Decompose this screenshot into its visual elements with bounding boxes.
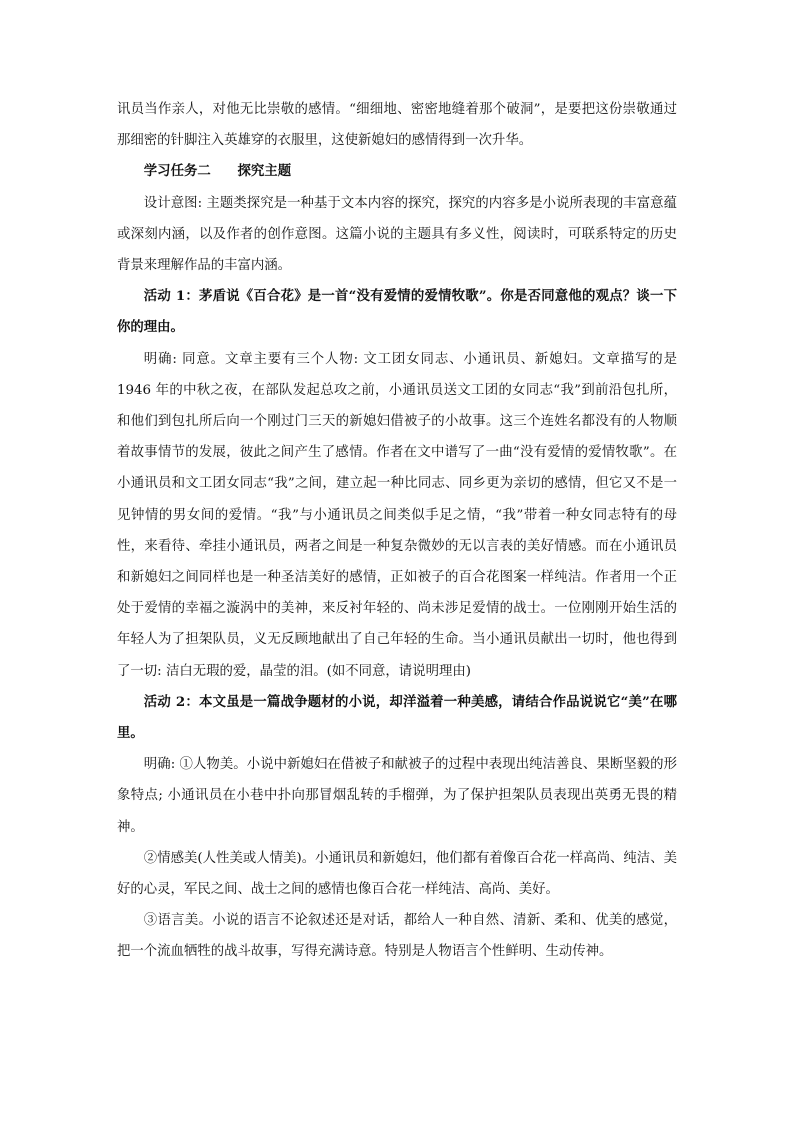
paragraph-design-intent: 设计意图: 主题类探究是一种基于文本内容的探究，探究的内容多是小说所表现的丰富意蕴或深刻内涵，以及作者的创作意图。这篇小说的主题具有多义性，阅读时，可联系特定的历史背景来理解作品的丰富内涵。	[117, 195, 677, 274]
activity-two-answer-emotion: ②情感美(人性美或人情美)。小通讯员和新媳妇，他们都有着像百合花一样高尚、纯洁、美好的心灵，军民之间、战士之间的感情也像百合花一样纯洁、高尚、美好。	[117, 850, 677, 898]
activity-one-question: 活动 1：茅盾说《百合花》是一首“没有爱情的爱情牧歌”。你是否同意他的观点？谈一下你的理由。	[117, 288, 677, 336]
section-heading-task-two: 学习任务二 探究主题	[143, 163, 292, 180]
activity-two-answer-character: 明确: ①人物美。小说中新媳妇在借被子和献被子的过程中表现出纯洁善良、果断坚毅的形象特点; 小通讯员在小巷中扑向那冒烟乱转的手榴弹，为了保护担架队员表现出英勇无畏的精神。	[117, 757, 677, 835]
paragraph-continuation: 讯员当作亲人，对他无比崇敬的感情。“细细地、密密地缝着那个破洞”，是要把这份崇敬通过那细密的针脚注入英雄穿的衣服里，这使新媳妇的感情得到一次升华。	[117, 102, 677, 149]
activity-one-answer: 明确: 同意。文章主要有三个人物: 文工团女同志、小通讯员、新媳妇。文章描写的是1946 年的中秋之夜，在部队发起总攻之前，小通讯员送文工团的女同志“我”到前沿包扎所，和他们到包扎所后向一个刚过门三天的新媳妇借被子的小故事。这三个连姓名都没有的人物顺着故事情节的发展，彼此之间产生了感情。作者在文中谱写了一曲“没有爱情的爱情牧歌”。在小通讯员和文工团女同志“我”之间，建立起一种比同志、同乡更为亲切的感情，但它又不是一见钟情的男女间的爱情。“我”与小通讯员之间类似手足之情，“我”带着一种女同志特有的母性，来看待、牵挂小通讯员，两者之间是一种复杂微妙的无以言表的美好情感。而在小通讯员和新媳妇之间同样也是一种圣洁美好的感情，正如被子的百合花图案一样纯洁。作者用一个正处于爱情的幸福之漩涡中的美神，来反衬年轻的、尚未涉足爱情的战士。一位刚刚开始生活的年轻人为了担架队员，义无反顾地献出了自己年轻的生命。当小通讯员献出一切时，他也得到了一切: 洁白无瑕的爱，晶莹的泪。(如不同意，请说明理由)	[117, 351, 677, 679]
activity-two-answer-language: ③语言美。小说的语言不论叙述还是对话，都给人一种自然、清新、柔和、优美的感觉，把一个流血牺牲的战斗故事，写得充满诗意。特别是人物语言个性鲜明、生动传神。	[117, 913, 677, 960]
activity-two-question: 活动 2：本文虽是一篇战争题材的小说，却洋溢着一种美感，请结合作品说说它“美”在哪里。	[117, 693, 677, 742]
document-body	[117, 94, 677, 968]
